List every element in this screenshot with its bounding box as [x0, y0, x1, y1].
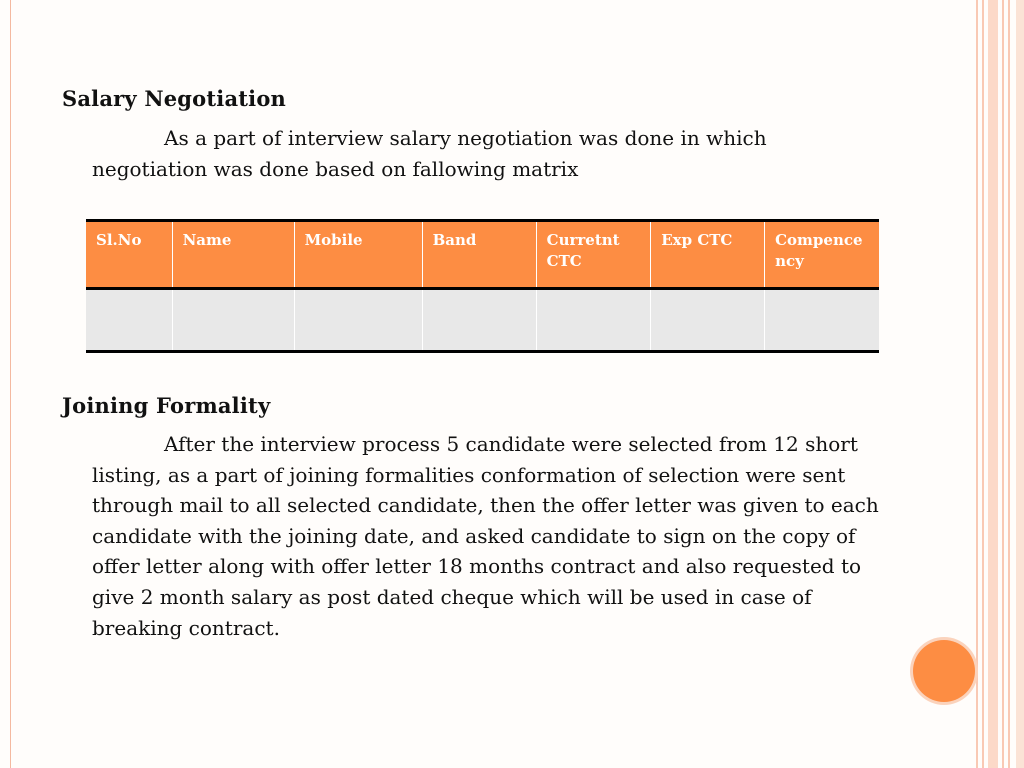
table-cell: [765, 289, 879, 352]
table-cell: [422, 289, 536, 352]
salary-negotiation-heading: Salary Negotiation: [62, 86, 287, 111]
table-row: [86, 289, 879, 352]
table-cell: [294, 289, 422, 352]
header-sl-no: Sl.No: [86, 221, 172, 289]
salary-negotiation-paragraph: As a part of interview salary negotiation was done in which negotiation was done based on fallowing matrix: [92, 126, 767, 181]
table-header-row: [86, 221, 879, 289]
left-border-line: [10, 0, 11, 768]
header-name: Name: [172, 221, 294, 289]
header-current-ctc: Curretnt CTC: [536, 221, 651, 289]
table-cell: [536, 289, 651, 352]
table-cell: [86, 289, 172, 352]
header-exp-ctc: Exp CTC: [651, 221, 765, 289]
orange-circle-decoration: [913, 640, 975, 702]
header-competency: Compence ncy: [765, 221, 879, 289]
table-cell: [172, 289, 294, 352]
joining-formality-heading: Joining Formality: [62, 393, 271, 418]
header-mobile: Mobile: [294, 221, 422, 289]
right-decorative-stripes: [976, 0, 1024, 768]
header-band: Band: [422, 221, 536, 289]
joining-formality-paragraph: After the interview process 5 candidate were selected from 12 short listing, as a part of joining formalities conformation of selection were sent through mail to all selected candidate, then the offer letter was given to each candidate with the joining date, and asked candidate to sign on the copy of offer letter along with offer letter 18 months contract and also requested to give 2 month salary as post dated cheque which will be used in case of breaking contract.: [92, 432, 879, 640]
table-cell: [651, 289, 765, 352]
negotiation-matrix-table: [86, 219, 879, 353]
